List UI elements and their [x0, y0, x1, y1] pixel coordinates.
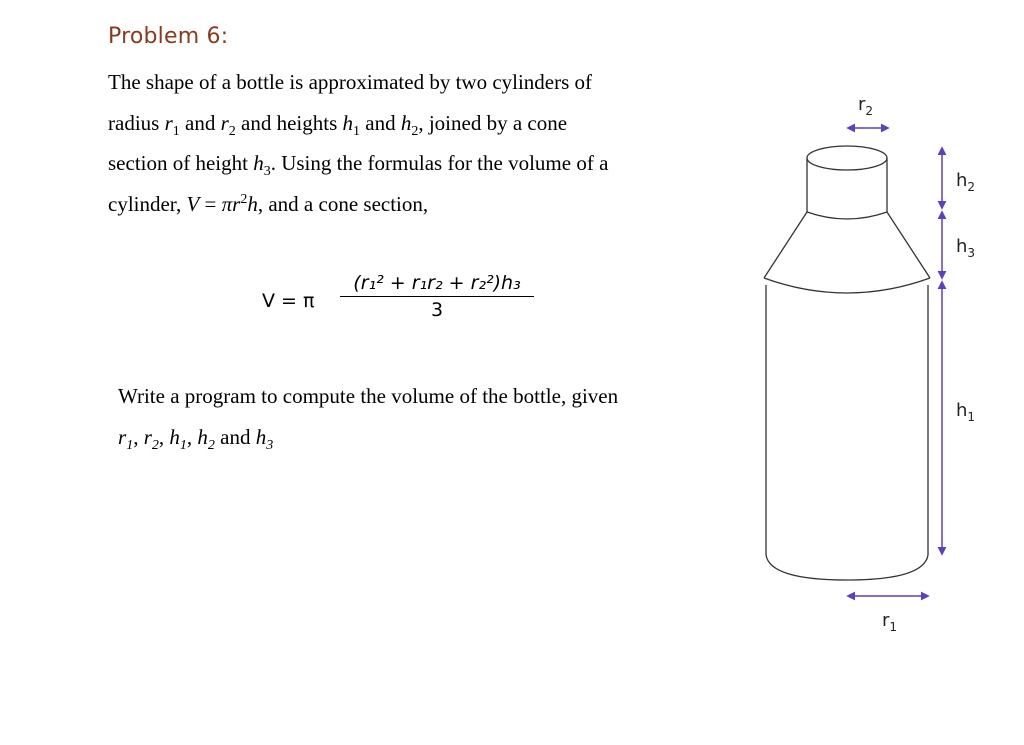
bottle-diagram — [740, 80, 1000, 650]
formula-numerator: (r₁² + r₁r₂ + r₂²)h₃ — [353, 272, 521, 294]
cone-right-edge — [887, 212, 930, 278]
formula-denominator: 3 — [430, 299, 444, 321]
formula-fraction — [340, 272, 534, 321]
label-h1: $h_1$ — [956, 400, 976, 424]
problem-description — [108, 62, 708, 224]
description-line-1: The shape of a bottle is approximated by two cylinders of — [108, 70, 593, 94]
description-line-3: section of height $h_3$. Using the formulas for the volume of a — [108, 151, 609, 180]
problem-heading: Problem 6: — [108, 24, 229, 49]
fraction-bar — [340, 296, 534, 297]
label-h2: $h_2$ — [956, 170, 976, 194]
neck-bottom-arc — [807, 212, 887, 219]
neck-top-ellipse — [807, 146, 887, 170]
task-description — [118, 376, 718, 457]
body-top-arc — [764, 278, 930, 293]
task-line-1: Write a program to compute the volume of the bottle, given — [118, 384, 619, 408]
formula-lhs: V = π — [262, 290, 315, 312]
description-line-2: radius $r_1$ and $r_2$ and heights $h_1$ and $h_2$, joined by a cone — [108, 110, 568, 139]
label-r2: $r_2$ — [858, 94, 874, 118]
label-r1: $r_1$ — [882, 610, 898, 634]
cone-left-edge — [764, 212, 807, 278]
task-line-2: $r_1$, $r_2$, $h_1$, $h_2$ and $h_3$ — [118, 424, 274, 453]
label-h3: $h_3$ — [956, 236, 976, 260]
description-line-4: cylinder, $V = \pi r^2h$, and a cone section, — [108, 191, 429, 216]
body-bottom-arc — [766, 555, 928, 580]
